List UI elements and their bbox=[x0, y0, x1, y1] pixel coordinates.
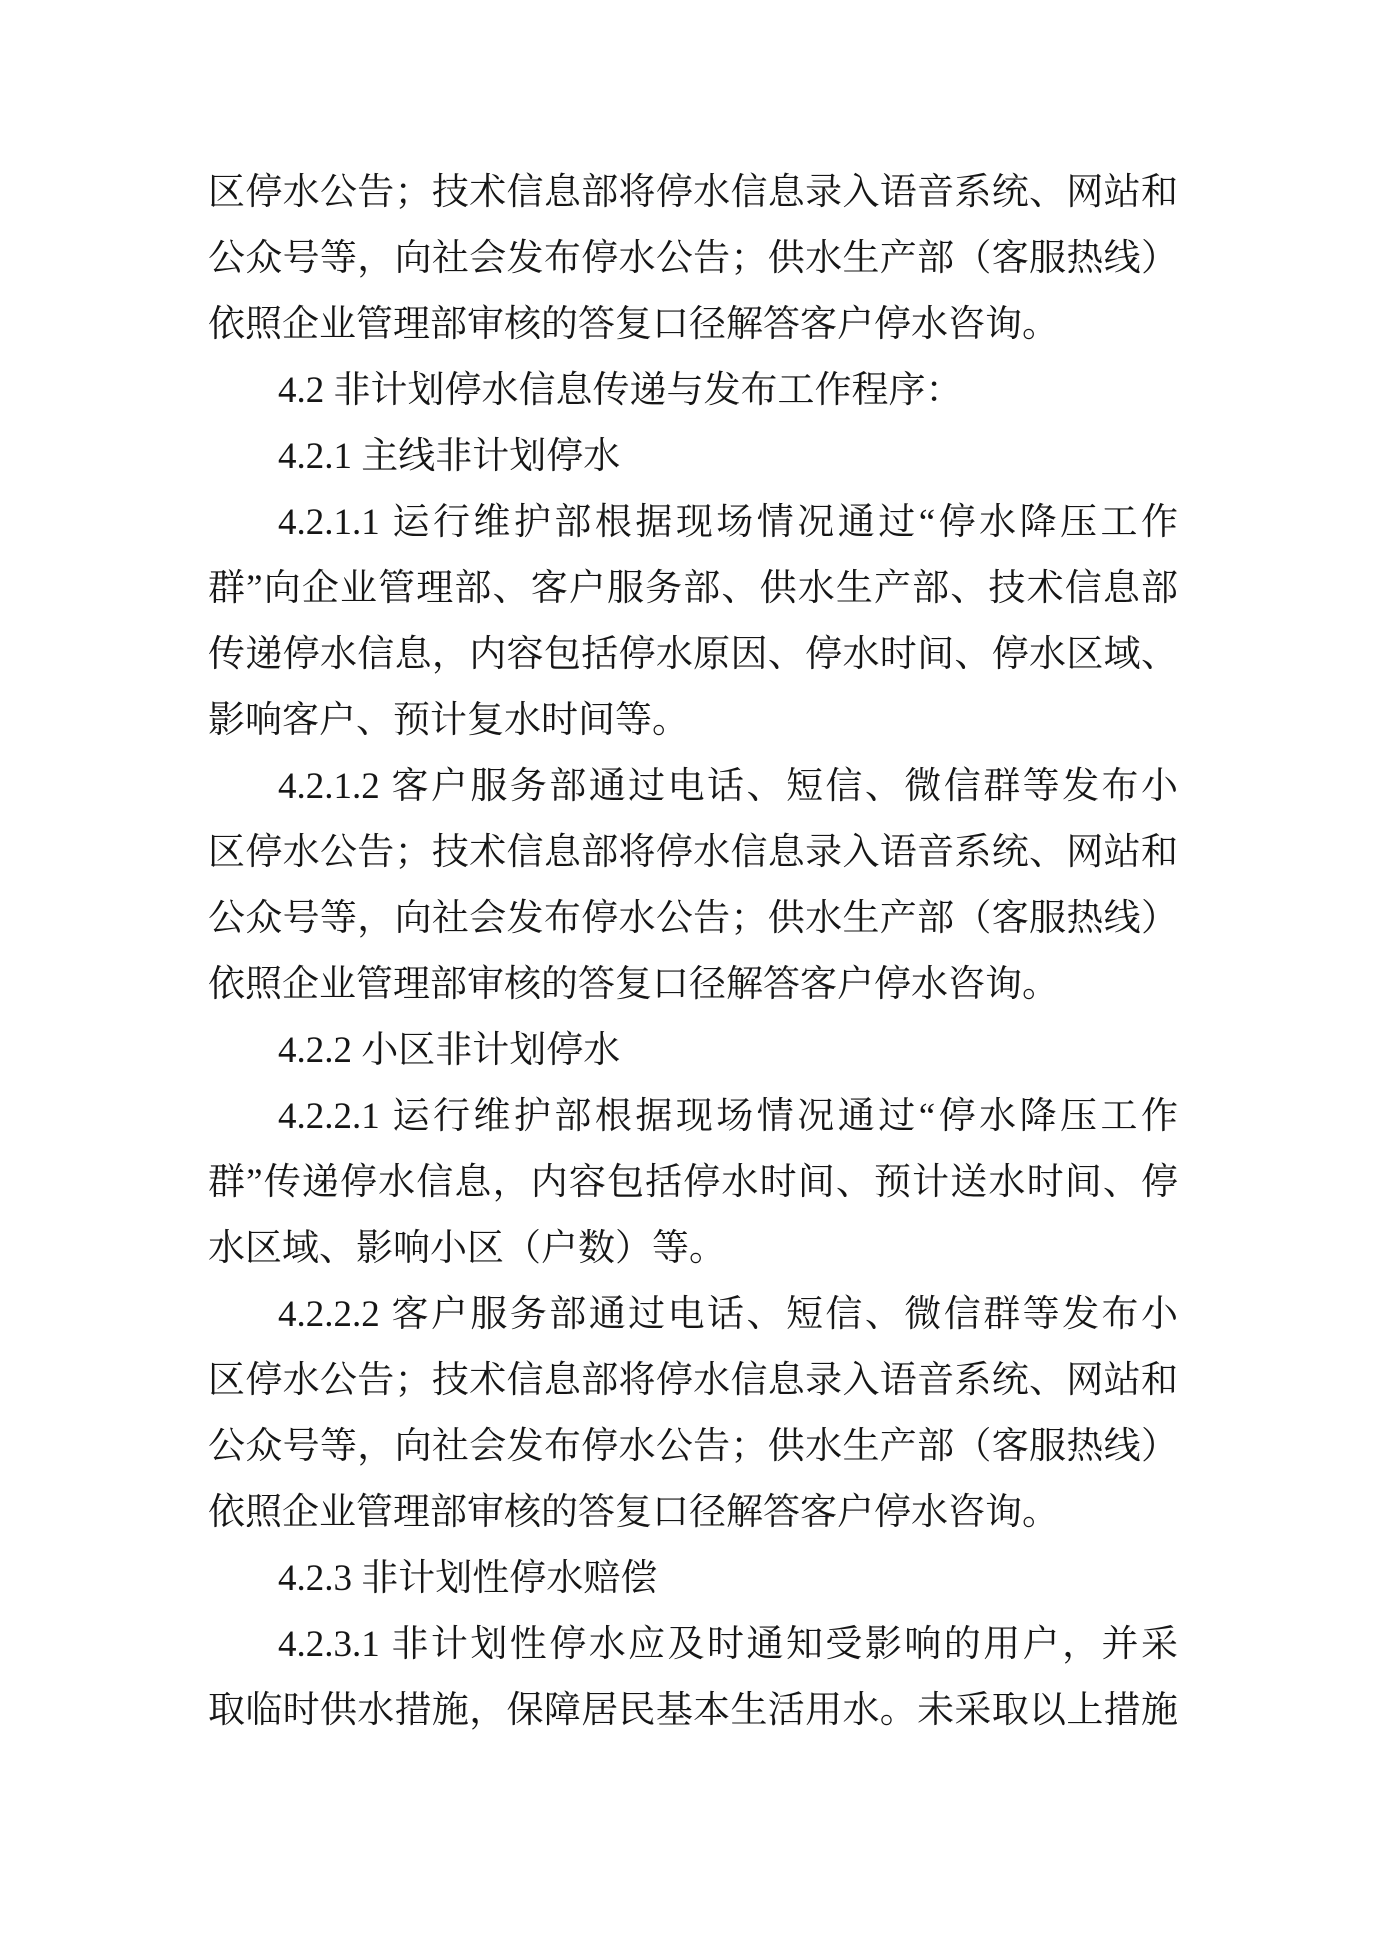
text-line: 取临时供水措施，保障居民基本生活用水。未采取以上措施 bbox=[208, 1690, 1178, 1731]
text-line: 群”向企业管理部、客户服务部、供水生产部、技术信息部 bbox=[208, 568, 1178, 609]
text-line: 传递停水信息，内容包括停水原因、停水时间、停水区域、 bbox=[208, 634, 1178, 675]
text-line: 影响客户、预计复水时间等。 bbox=[208, 700, 689, 741]
text-line: 公众号等，向社会发布停水公告；供水生产部（客服热线） bbox=[208, 898, 1178, 939]
text-line: 水区域、影响小区（户数）等。 bbox=[208, 1228, 726, 1269]
text-line: 公众号等，向社会发布停水公告；供水生产部（客服热线） bbox=[208, 238, 1178, 279]
text-line: 群”传递停水信息，内容包括停水时间、预计送水时间、停 bbox=[208, 1162, 1178, 1203]
text-line: 4.2.1.2 客户服务部通过电话、短信、微信群等发布小 bbox=[278, 766, 1178, 807]
text-line: 4.2 非计划停水信息传递与发布工作程序： bbox=[278, 370, 963, 411]
document-text-block bbox=[208, 160, 1178, 1744]
text-line: 区停水公告；技术信息部将停水信息录入语音系统、网站和 bbox=[208, 1360, 1178, 1401]
text-line: 依照企业管理部审核的答复口径解答客户停水咨询。 bbox=[208, 1492, 1059, 1533]
text-line: 公众号等，向社会发布停水公告；供水生产部（客服热线） bbox=[208, 1426, 1178, 1467]
text-line: 4.2.2.1 运行维护部根据现场情况通过“停水降压工作 bbox=[278, 1096, 1178, 1137]
text-line: 4.2.3.1 非计划性停水应及时通知受影响的用户，并采 bbox=[278, 1624, 1178, 1665]
text-line: 4.2.2 小区非计划停水 bbox=[278, 1030, 621, 1071]
text-line: 4.2.1.1 运行维护部根据现场情况通过“停水降压工作 bbox=[278, 502, 1178, 543]
text-line: 4.2.1 主线非计划停水 bbox=[278, 436, 621, 477]
text-line: 依照企业管理部审核的答复口径解答客户停水咨询。 bbox=[208, 964, 1059, 1005]
text-line: 区停水公告；技术信息部将停水信息录入语音系统、网站和 bbox=[208, 832, 1178, 873]
text-line: 区停水公告；技术信息部将停水信息录入语音系统、网站和 bbox=[208, 172, 1178, 213]
text-line: 依照企业管理部审核的答复口径解答客户停水咨询。 bbox=[208, 304, 1059, 345]
text-line: 4.2.3 非计划性停水赔偿 bbox=[278, 1558, 658, 1599]
text-line: 4.2.2.2 客户服务部通过电话、短信、微信群等发布小 bbox=[278, 1294, 1178, 1335]
